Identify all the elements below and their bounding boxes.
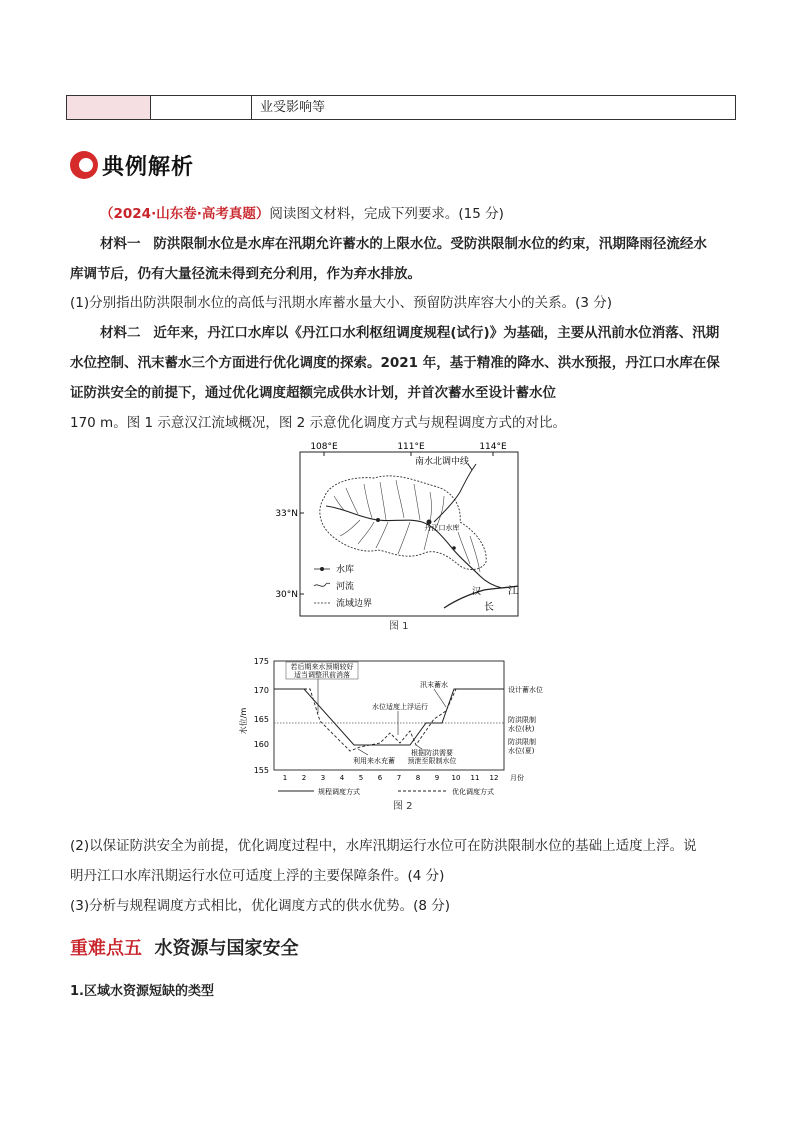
- legend-optimized: 优化调度方式: [452, 788, 494, 796]
- lat-label: 33°N: [275, 509, 298, 519]
- reservoir-marker: [452, 546, 456, 550]
- table-row: [66, 95, 736, 120]
- x-tick: 7: [396, 774, 402, 782]
- figure-1-map: [274, 436, 524, 636]
- x-tick: 2: [301, 774, 307, 782]
- figure-2-caption: 图 2: [393, 801, 413, 812]
- annotation: 若后期来水预期较好: [290, 663, 354, 671]
- material-2-line2: 水位控制、汛末蓄水三个方面进行优化调度的探索。2021 年，基于精准的降水、洪水预报，丹江口水库在保: [70, 355, 720, 371]
- question-1: (1)分别指出防洪限制水位的高低与汛期水库蓄水量大小、预留防洪库容大小的关系。(3 分): [70, 295, 613, 311]
- y-tick: 160: [253, 740, 269, 749]
- annotation: 适当调整汛前消落: [294, 671, 350, 679]
- x-axis-ticks: [283, 774, 499, 782]
- canal-label: 南水北调中线: [414, 457, 470, 467]
- han-label: 汉: [472, 587, 482, 597]
- annotation: 防洪限制: [508, 716, 536, 724]
- x-tick: 10: [451, 774, 461, 782]
- legend-regular: 规程调度方式: [318, 788, 360, 796]
- material-1-cont: 库调节后，仍有大量径流未得到充分利用，作为弃水排放。: [70, 266, 421, 282]
- question-intro: （2024·山东卷·高考真题）阅读图文材料，完成下列要求。(15 分): [100, 206, 504, 222]
- table-cell: [67, 96, 151, 119]
- optimized-schedule-line: [274, 689, 504, 751]
- annotation: 设计蓄水位: [508, 686, 543, 694]
- annotation: 防洪限制: [508, 738, 536, 746]
- material-2: 材料二 近年来，丹江口水库以《丹江口水利枢纽调度规程(试行)》为基础，主要从汛前水位消落、汛期: [100, 325, 720, 341]
- reservoir-label: 丹江口水库: [424, 524, 460, 532]
- y-tick: 165: [253, 715, 269, 724]
- x-tick: 8: [415, 774, 421, 782]
- chang-label: 长: [484, 602, 494, 613]
- table-cell: 业受影响等: [260, 100, 326, 115]
- annotation: 水位(秋): [508, 725, 535, 733]
- section-2-label: 重难点五: [70, 938, 142, 959]
- figure-1-caption: 图 1: [389, 621, 409, 632]
- lat-label: 30°N: [275, 590, 298, 600]
- svg-text:水库: 水库: [336, 565, 355, 575]
- lon-label: 114°E: [479, 442, 507, 452]
- question-2: (2)以保证防洪安全为前提，优化调度过程中，水库汛期运行水位可在防洪限制水位的基础上适度上浮。说: [70, 838, 697, 854]
- y-tick: 170: [253, 686, 269, 695]
- question-2-cont: 明丹江口水库汛期运行水位可适度上浮的主要保障条件。(4 分): [70, 868, 445, 884]
- lon-label: 111°E: [397, 442, 425, 452]
- section-2-heading: [70, 934, 299, 960]
- section-2-title: 水资源与国家安全: [154, 938, 299, 959]
- figure-2-chart: [238, 651, 568, 811]
- x-tick: 5: [358, 774, 364, 782]
- x-tick: 1: [282, 774, 288, 782]
- y-axis-label: 水位/m: [239, 707, 248, 735]
- x-axis-unit: 月份: [510, 774, 524, 782]
- material-2-label: 材料二: [100, 325, 141, 341]
- y-tick: 155: [253, 766, 269, 775]
- x-tick: 6: [377, 774, 383, 782]
- material-1: 材料一 防洪限制水位是水库在汛期允许蓄水的上限水位。受防洪限制水位的约束，汛期降雨径流经水: [100, 236, 707, 252]
- lon-label: 108°E: [310, 442, 338, 452]
- annotation: 水位适度上浮运行: [372, 703, 428, 711]
- reservoir-marker: [376, 518, 380, 522]
- material-2-line4: 170 m。图 1 示意汉江流域概况，图 2 示意优化调度方式与规程调度方式的对比。: [70, 415, 567, 431]
- annotation: 根据防洪需要: [411, 749, 453, 757]
- x-tick: 12: [489, 774, 499, 782]
- annotation: 预泄至限制水位: [407, 757, 457, 765]
- annotation: 水位(夏): [508, 747, 535, 755]
- section-logo-icon: [70, 151, 98, 179]
- jiang-label: 江: [508, 586, 518, 597]
- x-tick: 9: [434, 774, 440, 782]
- subsection-title: 1.区域水资源短缺的类型: [70, 984, 214, 999]
- x-tick: 4: [339, 774, 345, 782]
- annotation: 汛末蓄水: [420, 681, 448, 689]
- question-3: (3)分析与规程调度方式相比，优化调度方式的供水优势。(8 分): [70, 898, 451, 914]
- reservoir-legend-icon: [320, 567, 324, 571]
- section-title: 典例解析: [102, 154, 195, 180]
- map-frame: [300, 452, 518, 616]
- question-source: （2024·山东卷·高考真题）: [100, 206, 270, 222]
- section-heading: [70, 148, 194, 182]
- table-cell: [151, 96, 252, 119]
- svg-text:河流: 河流: [336, 582, 355, 592]
- x-tick: 3: [320, 774, 326, 782]
- material-2-line3: 证防洪安全的前提下，通过优化调度超额完成供水计划，并首次蓄水至设计蓄水位: [70, 385, 556, 401]
- annotation: 利用来水充蓄: [353, 757, 395, 765]
- svg-text:流域边界: 流域边界: [336, 599, 373, 609]
- y-tick: 175: [253, 657, 269, 666]
- material-1-label: 材料一: [100, 236, 141, 252]
- regular-schedule-line: [274, 689, 504, 745]
- x-tick: 11: [470, 774, 480, 782]
